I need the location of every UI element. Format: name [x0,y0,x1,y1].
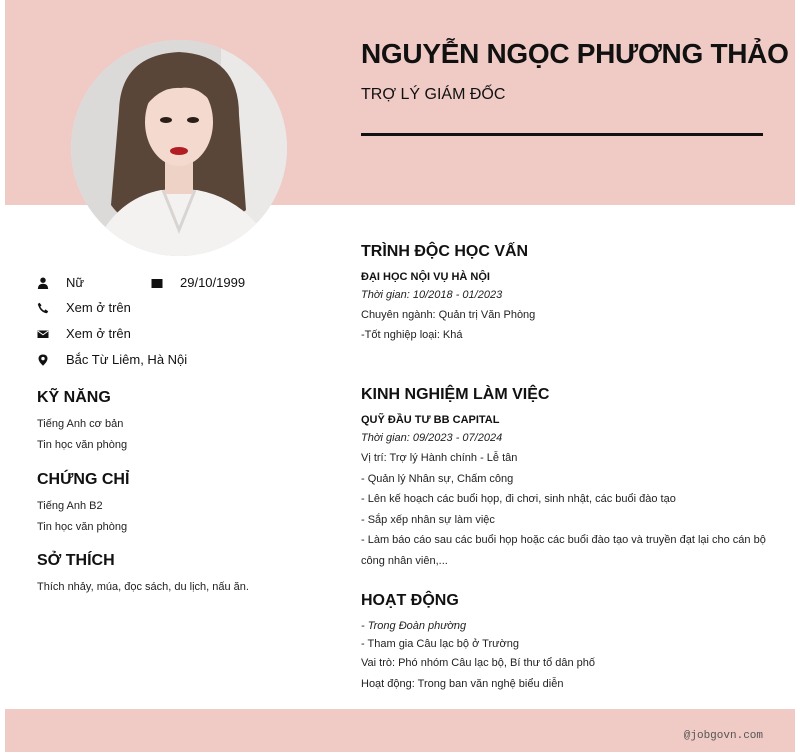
activities-heading: HOẠT ĐỘNG [361,592,459,609]
mail-icon [37,327,49,341]
email-row [37,326,131,341]
experience-duty: - Làm báo cáo sau các buổi họp hoặc các buổi đào tạo và truyền đạt lại cho cán bộ công nhân viên,... [361,534,766,567]
activity-item: Vai trò: Phó nhóm Câu lạc bộ, Bí thư tổ dân phố [361,657,596,669]
hobbies-heading: SỞ THÍCH [37,552,115,569]
birthdate-row [151,275,245,290]
activity-item: - Tham gia Câu lạc bộ ở Trường [361,638,519,650]
experience-duty: - Quản lý Nhân sự, Chấm công [361,473,514,485]
user-icon [37,276,49,290]
skill-item: Tiếng Anh cơ bản [37,418,124,430]
phone-value: Xem ở trên [66,300,131,315]
education-grade: -Tốt nghiệp loại: Khá [361,329,463,341]
footer-band [5,709,795,752]
hobbies-text: Thích nhảy, múa, đọc sách, du lịch, nấu ăn. [37,581,249,593]
experience-duty: - Sắp xếp nhân sự làm việc [361,514,495,526]
certificate-item: Tin học văn phòng [37,521,128,533]
experience-company: QUỸ ĐẦU TƯ BB CAPITAL [361,414,500,426]
calendar-icon [151,276,163,290]
activity-item: Hoạt động: Trong ban văn nghệ biểu diễn [361,678,564,690]
experience-position: Vị trí: Trợ lý Hành chính - Lễ tân [361,452,518,464]
certificate-item: Tiếng Anh B2 [37,500,103,512]
experience-heading: KINH NGHIỆM LÀM VIỆC [361,386,550,403]
profile-photo [71,40,287,256]
phone-icon [37,301,49,315]
education-time: Thời gian: 10/2018 - 01/2023 [361,289,503,301]
gender-row [37,275,84,290]
location-pin-icon [37,353,49,367]
activities-org: - Trong Đoàn phường [361,620,467,632]
skills-heading: KỸ NĂNG [37,389,111,406]
certificates-heading: CHỨNG CHỈ [37,471,130,488]
full-name: NGUYỄN NGỌC PHƯƠNG THẢO [361,38,789,69]
skill-item: Tin học văn phòng [37,439,128,451]
profile-photo-illustration [71,40,287,256]
job-title: TRỢ LÝ GIÁM ĐỐC [361,86,506,103]
education-heading: TRÌNH ĐỘC HỌC VẤN [361,243,529,260]
experience-duty: - Lên kế hoạch các buổi họp, đi chơi, sinh nhật, các buổi đào tạo [361,493,676,505]
email-value: Xem ở trên [66,326,131,341]
education-major: Chuyên ngành: Quản trị Văn Phòng [361,309,536,321]
footer-brand: @jobgovn.com [683,730,763,742]
experience-time: Thời gian: 09/2023 - 07/2024 [361,432,503,444]
birthdate-value: 29/10/1999 [180,275,246,290]
title-divider [361,133,763,136]
address-value: Bắc Từ Liêm, Hà Nội [66,352,188,367]
phone-row [37,300,131,315]
education-school: ĐẠI HỌC NỘI VỤ HÀ NỘI [361,271,490,283]
address-row [37,352,187,367]
gender-value: Nữ [66,275,85,290]
